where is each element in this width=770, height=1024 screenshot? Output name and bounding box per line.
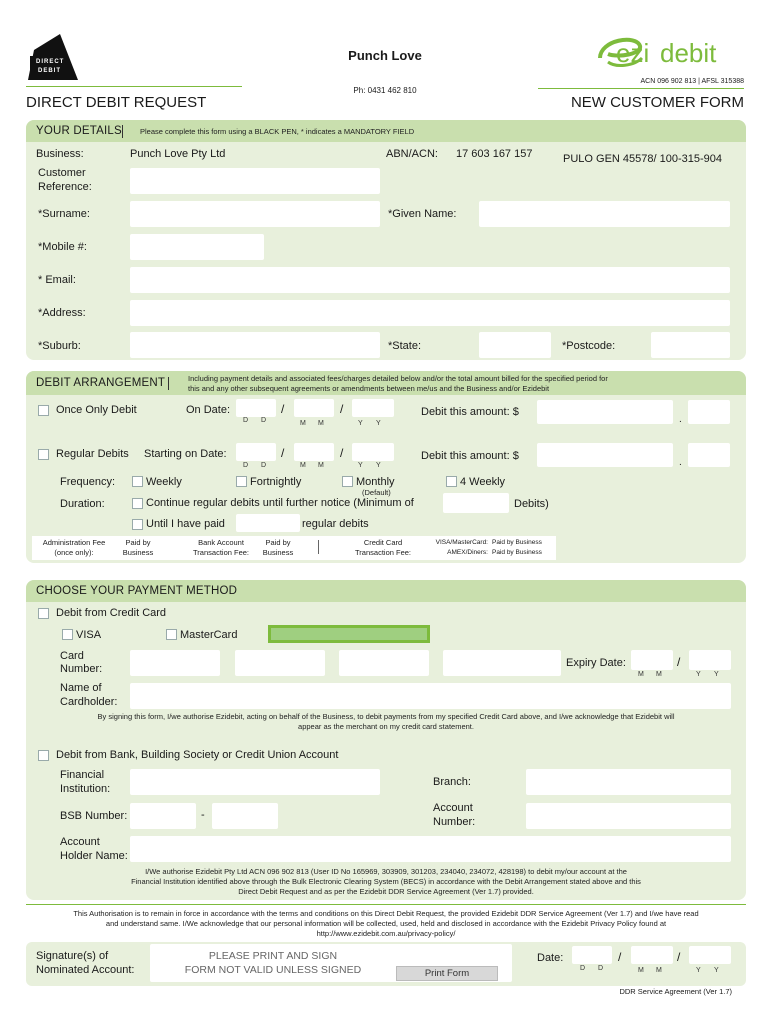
- print-notice-1: PLEASE PRINT AND SIGN: [208, 950, 338, 962]
- expiry-month-input[interactable]: [631, 650, 673, 670]
- cc-fee-1: Credit Card: [363, 538, 403, 547]
- debit-note-2: this and any other subsequent agreements or amendments between me/us and the Business and/or Ezidebit: [188, 384, 550, 393]
- visa-mc-fee: VISA/MasterCard:: [435, 539, 488, 546]
- business-value: Punch Love Pty Ltd: [130, 148, 226, 160]
- signature-label-2: Nominated Account:: [36, 964, 135, 976]
- visa-label: VISA: [76, 629, 102, 641]
- once-month-input[interactable]: [294, 399, 334, 417]
- bank-auth-1: I/We authorise Ezidebit Pty Ltd ACN 096 902 813 (User ID No 165969, 303909, 301203, 234040, 234072, 428198) to debit my/our account at the: [145, 867, 627, 876]
- email-label: * Email:: [38, 274, 76, 286]
- once-decimal-point: .: [679, 414, 682, 425]
- direct-debit-request-title: DIRECT DEBIT REQUEST: [26, 94, 207, 111]
- details-instruction: Please complete this form using a BLACK PEN, * indicates a MANDATORY FIELD: [140, 127, 415, 136]
- once-day-input[interactable]: [236, 399, 276, 417]
- email-input[interactable]: [130, 267, 730, 293]
- bank-paid-business: Business: [262, 548, 294, 557]
- regular-day-input[interactable]: [236, 443, 276, 461]
- business-label: Business:: [36, 148, 84, 160]
- signature-date-label: Date:: [537, 952, 564, 964]
- amex-paid: Paid by Business: [492, 549, 542, 556]
- card-number-block-4[interactable]: [443, 650, 561, 676]
- account-number-input[interactable]: [526, 803, 731, 829]
- regular-debits-label: Regular Debits: [56, 448, 129, 460]
- debit-arrangement-divider: [168, 377, 169, 390]
- bank-auth-3: Direct Debit Request and as per the Ezidebit DDR Service Agreement (Ver 1.7) provided.: [238, 887, 534, 896]
- expiry-hint-m1: M: [638, 671, 645, 678]
- account-holder-label-2: Holder Name:: [60, 850, 128, 862]
- print-notice-2: FORM NOT VALID UNLESS SIGNED: [184, 964, 362, 976]
- fin-inst-label-1: Financial: [60, 769, 105, 781]
- fortnightly-checkbox[interactable]: [236, 476, 247, 487]
- ezidebit-logo: [596, 32, 746, 72]
- customer-ref-input[interactable]: [130, 168, 380, 194]
- header-line-right: [538, 88, 744, 89]
- bsb-dash: -: [201, 809, 205, 821]
- account-holder-input[interactable]: [130, 836, 731, 862]
- sig-d1: D: [580, 965, 586, 972]
- mobile-input[interactable]: [130, 234, 264, 260]
- card-number-block-1[interactable]: [130, 650, 220, 676]
- continue-label: Continue regular debits until further notice (Minimum of: [146, 497, 414, 509]
- mastercard-label: MasterCard: [180, 629, 238, 641]
- cc-fee-2: Transaction Fee:: [355, 548, 411, 557]
- branch-label: Branch:: [433, 776, 471, 788]
- terms-3: http://www.ezidebit.com.au/privacy-policy/: [316, 929, 456, 938]
- regular-debits-checkbox[interactable]: [38, 449, 49, 460]
- payment-method-title: CHOOSE YOUR PAYMENT METHOD: [36, 585, 238, 597]
- suburb-input[interactable]: [130, 332, 380, 358]
- once-m1: M: [300, 420, 307, 427]
- starting-on-label: Starting on Date:: [144, 448, 227, 460]
- surname-input[interactable]: [130, 201, 380, 227]
- bsb-input-1[interactable]: [130, 803, 196, 829]
- continue-checkbox[interactable]: [132, 498, 143, 509]
- your-details-divider: [122, 125, 123, 138]
- debit-arrangement-title: DEBIT ARRANGEMENT: [36, 377, 166, 389]
- once-debit-amount-label: Debit this amount: $: [421, 406, 519, 418]
- sig-y2: Y: [714, 967, 719, 974]
- card-type-highlight: [268, 625, 430, 643]
- admin-fee-1: Administration Fee: [42, 538, 106, 547]
- expiry-label: Expiry Date:: [566, 657, 626, 669]
- abn-label: ABN/ACN:: [386, 148, 438, 160]
- sig-month-input[interactable]: [631, 946, 673, 964]
- account-number-label-2: Number:: [433, 816, 476, 828]
- minimum-debits-input[interactable]: [443, 493, 509, 513]
- branch-input[interactable]: [526, 769, 731, 795]
- admin-fee-2: (once only):: [54, 548, 94, 557]
- admin-paid-by: Paid by: [125, 538, 151, 547]
- sig-d2: D: [598, 965, 604, 972]
- header-line-left: [26, 86, 242, 87]
- customer-ref-label-2: Reference:: [38, 181, 92, 193]
- expiry-hint-y2: Y: [714, 671, 719, 678]
- sig-slash-2: /: [677, 950, 681, 964]
- postcode-label: *Postcode:: [562, 340, 616, 352]
- new-customer-form-title: NEW CUSTOMER FORM: [570, 94, 744, 111]
- regular-d2: D: [261, 462, 267, 469]
- once-amount-dollars-input[interactable]: [537, 400, 673, 424]
- regular-m1: M: [300, 462, 307, 469]
- credit-card-label: Debit from Credit Card: [56, 607, 167, 619]
- signature-top-rule: [26, 904, 746, 905]
- postcode-input[interactable]: [651, 332, 730, 358]
- until-paid-count-input[interactable]: [236, 514, 300, 532]
- sig-slash-1: /: [618, 950, 622, 964]
- given-name-input[interactable]: [479, 201, 730, 227]
- once-d1: D: [243, 417, 249, 424]
- weekly-checkbox[interactable]: [132, 476, 143, 487]
- until-paid-label: Until I have paid: [146, 518, 225, 530]
- regular-y1: Y: [358, 462, 363, 469]
- expiry-year-input[interactable]: [689, 650, 731, 670]
- pulo-text: PULO GEN 45578/ 100-315-904: [563, 153, 722, 165]
- cc-auth-1: By signing this form, I/we authorise Ezidebit, acting on behalf of the Business, to debit payments from my specified Credit Card above, and I/we acknowledge that Ezidebit will: [97, 712, 675, 721]
- once-y1: Y: [358, 420, 363, 427]
- bank-auth-2: Financial Institution identified above through the Bulk Electronic Clearing System (BECS) in accordance with the Debit Arrangement stated above and this: [131, 877, 641, 886]
- once-year-input[interactable]: [352, 399, 394, 417]
- state-label: *State:: [388, 340, 422, 352]
- once-only-label: Once Only Debit: [56, 404, 137, 416]
- card-number-label-2: Number:: [60, 663, 103, 675]
- monthly-default-note: (Default): [362, 488, 391, 497]
- cardholder-label-2: Cardholder:: [60, 696, 118, 708]
- weekly-label: Weekly: [146, 476, 182, 488]
- once-slash-1: /: [281, 402, 285, 416]
- bsb-label: BSB Number:: [60, 810, 128, 822]
- your-details-title: YOUR DETAILS: [36, 125, 122, 137]
- expiry-hint-m2: M: [656, 671, 663, 678]
- business-phone: Ph: 0431 462 810: [353, 86, 417, 95]
- regular-amount-cents-input[interactable]: [688, 443, 730, 467]
- sig-day-input[interactable]: [572, 946, 612, 964]
- account-number-label-1: Account: [433, 802, 473, 814]
- regular-year-input[interactable]: [352, 443, 394, 461]
- bank-label: Debit from Bank, Building Society or Credit Union Account: [56, 749, 339, 761]
- signature-label-1: Signature(s) of: [36, 950, 109, 962]
- once-y2: Y: [376, 420, 381, 427]
- four-weekly-checkbox[interactable]: [446, 476, 457, 487]
- account-holder-label-1: Account: [60, 836, 100, 848]
- debits-suffix-label: Debits): [514, 498, 549, 510]
- expiry-hint-y1: Y: [696, 671, 701, 678]
- regular-d1: D: [243, 462, 249, 469]
- cardholder-input[interactable]: [130, 683, 731, 709]
- suburb-label: *Suburb:: [38, 340, 81, 352]
- until-paid-checkbox[interactable]: [132, 519, 143, 530]
- expiry-slash: /: [677, 655, 681, 669]
- sig-y1: Y: [696, 967, 701, 974]
- acn-line: ACN 096 902 813 | AFSL 315388: [640, 78, 744, 85]
- regular-debits-suffix: regular debits: [302, 518, 369, 530]
- state-input[interactable]: [479, 332, 551, 358]
- regular-decimal-point: .: [679, 457, 682, 468]
- card-number-label-1: Card: [60, 650, 84, 662]
- regular-slash-1: /: [281, 446, 285, 460]
- card-number-block-3[interactable]: [339, 650, 429, 676]
- logo-top-text: DIRECT: [36, 59, 65, 65]
- fortnightly-label: Fortnightly: [250, 476, 302, 488]
- print-form-button[interactable]: Print Form: [396, 966, 498, 981]
- regular-m2: M: [318, 462, 325, 469]
- once-only-checkbox[interactable]: [38, 405, 49, 416]
- four-weekly-label: 4 Weekly: [460, 476, 506, 488]
- bank-paid-by: Paid by: [265, 538, 291, 547]
- abn-value: 17 603 167 157: [456, 148, 533, 160]
- credit-card-checkbox[interactable]: [38, 608, 49, 619]
- once-slash-2: /: [340, 402, 344, 416]
- address-input[interactable]: [130, 300, 730, 326]
- address-label: *Address:: [38, 307, 86, 319]
- card-number-block-2[interactable]: [235, 650, 325, 676]
- once-amount-cents-input[interactable]: [688, 400, 730, 424]
- fin-inst-input[interactable]: [130, 769, 380, 795]
- bsb-input-2[interactable]: [212, 803, 278, 829]
- once-d2: D: [261, 417, 267, 424]
- bank-checkbox[interactable]: [38, 750, 49, 761]
- logo-bottom-text: DEBIT: [38, 68, 61, 74]
- mobile-label: *Mobile #:: [38, 241, 87, 253]
- terms-1: This Authorisation is to remain in force in accordance with the terms and conditions on this Direct Debit Request, the provided Ezidebit DDR Service Agreement (Ver 1.7) and I/we have read: [73, 909, 699, 918]
- cardholder-label-1: Name of: [60, 682, 102, 694]
- business-title: Punch Love: [348, 48, 422, 63]
- fin-inst-label-2: Institution:: [60, 783, 111, 795]
- mastercard-checkbox[interactable]: [166, 629, 177, 640]
- bank-fee-2: Transaction Fee:: [193, 548, 249, 557]
- once-m2: M: [318, 420, 325, 427]
- fees-divider: [318, 540, 319, 554]
- surname-label: *Surname:: [38, 208, 90, 220]
- visa-checkbox[interactable]: [62, 629, 73, 640]
- cc-auth-2: appear as the merchant on my credit card statement.: [298, 722, 474, 731]
- visa-mc-paid: Paid by Business: [492, 539, 542, 546]
- debit-note-1: Including payment details and associated fees/charges detailed below and/or the total amount billed for the specified period for: [188, 374, 608, 383]
- ezi-text: ezi: [616, 38, 650, 68]
- admin-paid-business: Business: [122, 548, 154, 557]
- monthly-checkbox[interactable]: [342, 476, 353, 487]
- sig-m1: M: [638, 967, 645, 974]
- frequency-label: Frequency:: [60, 476, 116, 488]
- terms-2: and understand same. I/We acknowledge that our personal information will be collected, used, held and disclosed in accordance with the Ezidebit Privacy Policy found at: [105, 919, 667, 928]
- sig-m2: M: [656, 967, 663, 974]
- regular-month-input[interactable]: [294, 443, 334, 461]
- regular-y2: Y: [376, 462, 381, 469]
- on-date-label: On Date:: [186, 404, 231, 416]
- regular-amount-dollars-input[interactable]: [537, 443, 673, 467]
- customer-ref-label-1: Customer: [38, 167, 86, 179]
- amex-fee: AMEX/Diners:: [447, 549, 488, 556]
- given-name-label: *Given Name:: [388, 208, 457, 220]
- regular-slash-2: /: [340, 446, 344, 460]
- monthly-label: Monthly: [356, 476, 395, 488]
- duration-label: Duration:: [60, 498, 105, 510]
- regular-debit-amount-label: Debit this amount: $: [421, 450, 519, 462]
- sig-year-input[interactable]: [689, 946, 731, 964]
- debit-text: debit: [660, 38, 717, 68]
- bank-fee-1: Bank Account: [198, 538, 244, 547]
- footer-version: DDR Service Agreement (Ver 1.7): [619, 987, 732, 996]
